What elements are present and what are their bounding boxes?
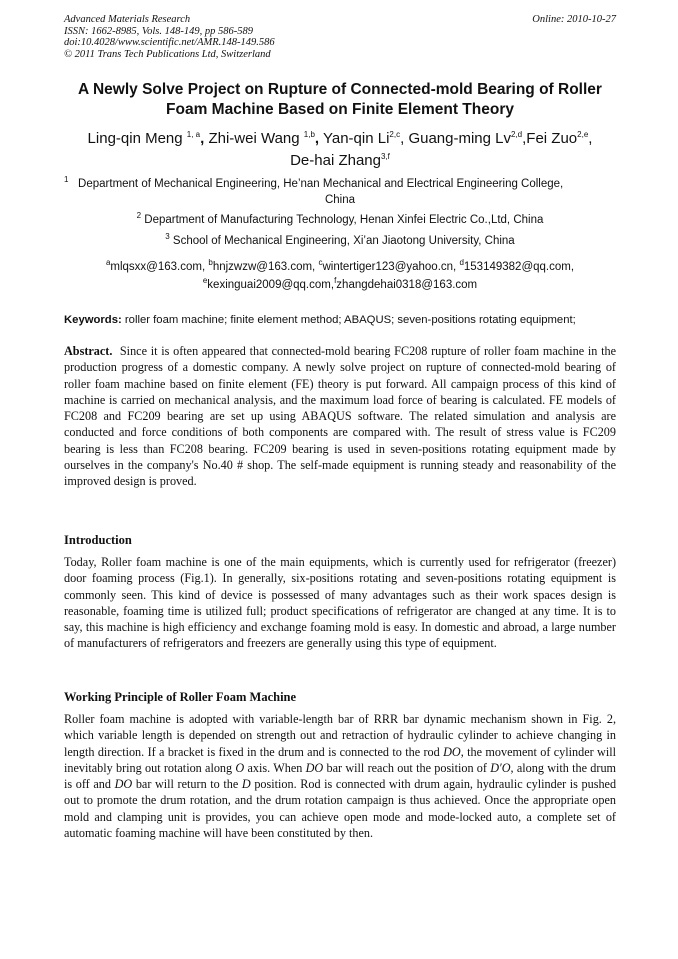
keywords-label: Keywords: bbox=[64, 314, 122, 326]
text-run: Roller foam machine is adopted with variable-length bar of RRR bar dynamic mechanism shown in Fig. 2, which variable length is depended on strength out and retraction of hydraulic cylinder to achieve changing in length direction. If a bracket is fixed in the drum and is connected to the rod bbox=[64, 712, 616, 759]
email-address[interactable]: hnjzwzw@163.com, bbox=[212, 261, 316, 273]
email-address[interactable]: 153149382@qq.com, bbox=[463, 261, 575, 273]
math-symbol: D′O bbox=[490, 760, 511, 775]
affiliation-3 bbox=[64, 233, 616, 249]
author-list: Ling-qin Meng $^{1, a}$, Zhi-wei Wang $^{1,b}$, Yan-qin Li$^{2,c}$, Guang-ming Lv$^{2,d}$,Fei Zuo$^{2,e}$, De-hai Zhang$^{3,f}$ bbox=[87, 130, 593, 169]
affiliation-number: 1 bbox=[64, 175, 69, 185]
text-run: axis. When bbox=[247, 760, 303, 775]
abstract-text: Since it is often appeared that connected-mold bearing FC208 rupture of roller foam machine in the production progress of a domestic company. A newly solve project on rupture of connected-mold bearing of roller foam machine based on finite element (FE) theory is put forward. All campaign process of this kind of machine is carried on mechanical analysis, and the maximum load force of bearing is calculated. FE models of FC208 and FC209 bearing are set up using ABAQUS software. The related simulation and analysis are conducted and force conditions of both components are compared with. The result of stress value is FC209 bearing is less than FC208 bearing. FC209 bearing is used in seven-positions rotating equipment made by ourselves in the company's No.40 # shop. The self-made equipment is running steady and reasonability of the improved design is proved. bbox=[64, 344, 617, 489]
keywords-text: roller foam machine; finite element method; ABAQUS; seven-positions rotating equipment; bbox=[124, 314, 576, 326]
issn-line: ISSN: 1662-8985, Vols. 148-149, pp 586-589 bbox=[64, 25, 253, 37]
math-symbol: DO bbox=[305, 760, 324, 775]
journal-header bbox=[64, 14, 616, 60]
email-mark: b bbox=[208, 258, 213, 268]
affiliation-text: School of Mechanical Engineering, Xi’an Jiaotong University, China bbox=[172, 235, 515, 247]
affiliation-1 bbox=[64, 176, 616, 208]
abstract-block bbox=[64, 343, 616, 490]
author-name: De-hai Zhang bbox=[290, 152, 381, 169]
math-symbol: D bbox=[241, 777, 251, 792]
introduction-text: Today, Roller foam machine is one of the main equipments, which is currently used for refrigerator (freezer) door foaming process (Fig.1). In generally, six-positions rotating and seven-positions rotating equipment is commonly seen. This kind of device is possessed of many advantages such as their work spaces design is reasonable, foaming time is utilized full; product specifications of refrigerator are changed at any time. It is to say, this machine is high efficiency and exchange foaming mold is easy. In domestic and abroad, a large number of manufacturers of refrigerators and freezers are generally using this type of equipment. bbox=[64, 555, 616, 651]
email-address[interactable]: wintertiger123@yahoo.cn, bbox=[322, 261, 457, 273]
abstract-label: Abstract. bbox=[64, 344, 113, 358]
text-run: bar will reach out the position of bbox=[326, 760, 487, 775]
author-mark: 2,c bbox=[389, 130, 401, 139]
email-address[interactable]: zhangdehai0318@163.com bbox=[336, 279, 478, 291]
author-mark: 3,f bbox=[380, 152, 390, 161]
title-line-1: A Newly Solve Project on Rupture of Connected-mold Bearing of Roller bbox=[78, 81, 602, 98]
math-symbol: DO bbox=[443, 744, 461, 759]
author-mark: 1,b bbox=[303, 130, 315, 139]
author-mark: 1, a bbox=[186, 130, 201, 139]
math-symbol: O bbox=[235, 760, 245, 775]
affiliation-number: 3 bbox=[165, 232, 170, 242]
email-mark: c bbox=[318, 258, 323, 268]
text-run: , the movement of cylinder will inevitably bring out rotation along bbox=[64, 744, 617, 775]
affiliation-text: Department of Manufacturing Technology, Henan Xinfei Electric Co.,Ltd, China bbox=[144, 214, 544, 226]
math-symbol: DO bbox=[114, 777, 133, 792]
email-list bbox=[64, 258, 616, 294]
email-mark: f bbox=[334, 276, 337, 286]
working-principle-heading: Working Principle of Roller Foam Machine bbox=[64, 690, 297, 704]
author-mark: 2,d bbox=[511, 130, 523, 139]
paper-title bbox=[64, 80, 616, 120]
journal-name: Advanced Materials Research bbox=[64, 14, 191, 25]
email-mark: d bbox=[459, 258, 464, 268]
email-address[interactable]: kexinguai2009@qq.com, bbox=[207, 279, 335, 291]
author-name: Fei Zuo bbox=[526, 130, 578, 147]
email-mark: e bbox=[202, 276, 208, 286]
affiliation-2 bbox=[64, 212, 616, 228]
author-mark: 2,e bbox=[577, 130, 589, 139]
affiliation-number: 2 bbox=[136, 211, 142, 221]
introduction-heading: Introduction bbox=[64, 533, 132, 547]
working-principle-text bbox=[64, 711, 616, 841]
author-name: Yan-qin Li bbox=[322, 130, 390, 147]
title-line-2: Foam Machine Based on Finite Element Theory bbox=[166, 101, 514, 118]
email-mark: a bbox=[105, 258, 111, 268]
author-name: Zhi-wei Wang bbox=[208, 130, 300, 147]
keywords-block bbox=[64, 313, 616, 327]
text-run: position. Rod is connected with drum again, hydraulic cylinder is pushed out to promote the drum rotation, and the drum rotation campaign is thus achieved. Once the appropriate open mold and clamping unit is provides, you can achieve open mode and mode-locked auto, a complete set of automatic foaming machine will have been constituted by then. bbox=[64, 777, 617, 841]
doi-line: doi:10.4028/www.scientific.net/AMR.148-149.586 bbox=[64, 37, 275, 48]
affiliation-text: Department of Mechanical Engineering, He’nan Mechanical and Electrical Engineering College, bbox=[78, 178, 564, 190]
text-run: , along with the drum is off and bbox=[64, 760, 617, 792]
copyright-line: © 2011 Trans Tech Publications Ltd, Switzerland bbox=[64, 48, 271, 60]
email-address[interactable]: mlqsxx@163.com, bbox=[110, 261, 206, 273]
author-name: Guang-ming Lv bbox=[408, 130, 511, 147]
affiliation-country: China bbox=[324, 194, 356, 206]
author-name: Ling-qin Meng bbox=[87, 130, 183, 147]
online-date: Online: 2010-10-27 bbox=[532, 14, 616, 25]
text-run: bar will return to the bbox=[135, 777, 239, 792]
